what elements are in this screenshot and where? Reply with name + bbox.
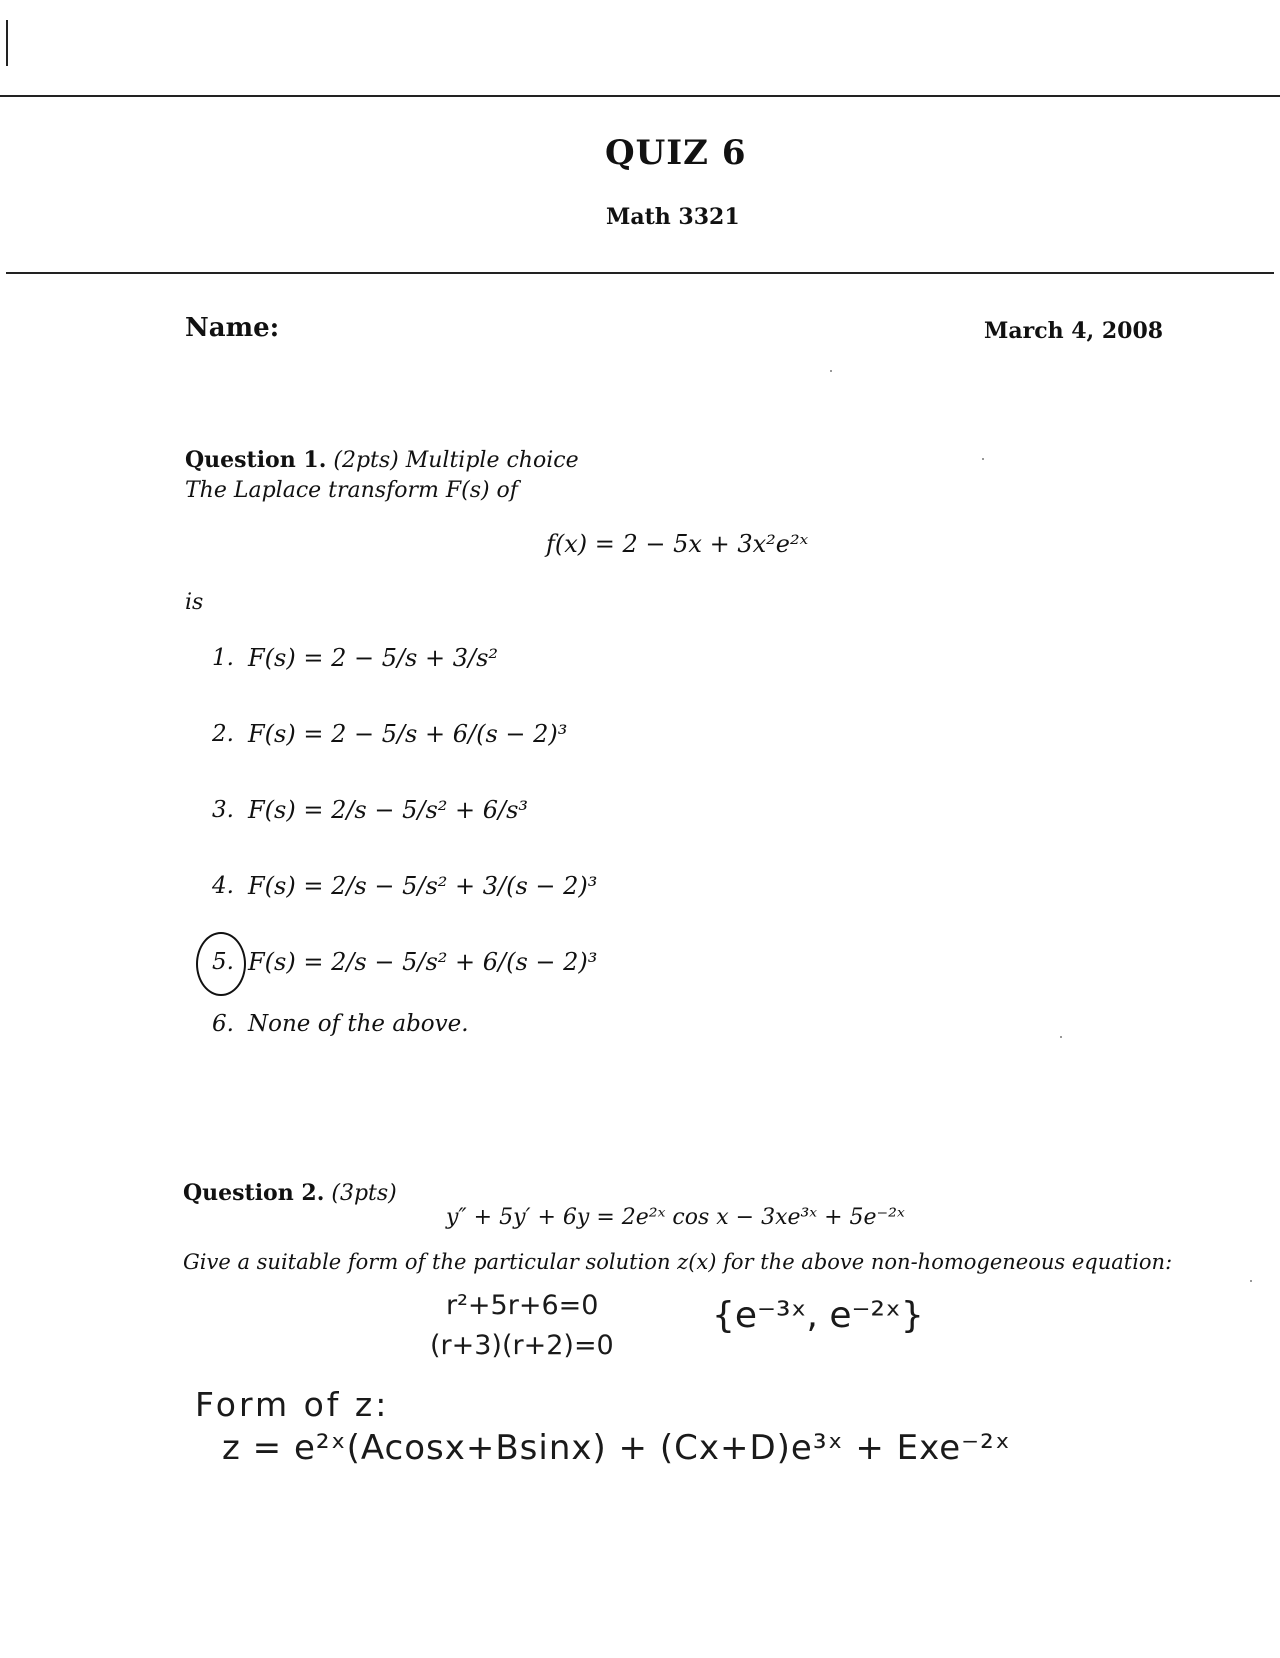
question-1-prompt: The Laplace transform F(s) of — [185, 478, 518, 503]
option-3-text: F(s) = 2/s − 5/s² + 6/s³ — [248, 796, 529, 824]
question-1-heading: Question 1. — [185, 447, 327, 473]
scan-speck — [1060, 1036, 1062, 1038]
option-5 — [212, 932, 597, 992]
option-3 — [212, 780, 528, 840]
option-4-text: F(s) = 2/s − 5/s² + 3/(s − 2)³ — [248, 872, 598, 900]
quiz-date: March 4, 2008 — [984, 318, 1164, 344]
header-rule — [6, 272, 1274, 274]
option-6-number: 6. — [212, 1011, 234, 1037]
name-label: Name: — [185, 313, 280, 343]
option-3-number: 3. — [212, 797, 234, 823]
question-2-points: (3pts) — [331, 1181, 397, 1206]
scan-speck — [982, 458, 984, 460]
option-1-text: F(s) = 2 − 5/s + 3/s² — [248, 644, 499, 672]
handwritten-factored: (r+3)(r+2)=0 — [430, 1330, 614, 1361]
question-2-header — [183, 1180, 397, 1206]
question-2-equation: y″ + 5y′ + 6y = 2e²ˣ cos x − 3xe³ˣ + 5e⁻²ˣ — [446, 1205, 905, 1230]
scan-speck — [1250, 1280, 1252, 1282]
handwritten-basis: {e⁻³ˣ, e⁻²ˣ} — [712, 1295, 924, 1336]
scan-edge-line — [6, 20, 8, 66]
question-1-equation — [546, 530, 808, 558]
option-5-number: 5. — [212, 949, 234, 975]
option-1-number: 1. — [212, 645, 234, 671]
handwritten-form-label: Form of z: — [195, 1385, 390, 1424]
course-name: Math 3321 — [606, 204, 740, 230]
question-2-prompt: Give a suitable form of the particular solution z(x) for the above non-homogeneous equation: — [183, 1250, 1173, 1274]
option-6-text: None of the above. — [248, 1011, 469, 1037]
option-2-text: F(s) = 2 − 5/s + 6/(s − 2)³ — [248, 720, 568, 748]
option-6 — [212, 1008, 469, 1040]
option-4-number: 4. — [212, 873, 234, 899]
option-2-number: 2. — [212, 721, 234, 747]
page-title: QUIZ 6 — [605, 133, 747, 173]
answer-circle — [196, 932, 246, 996]
handwritten-char-eq: r²+5r+6=0 — [446, 1290, 599, 1321]
option-5-text: F(s) = 2/s − 5/s² + 6/(s − 2)³ — [248, 948, 598, 976]
option-1 — [212, 628, 498, 688]
handwritten-answer: z = e²ˣ(Acosx+Bsinx) + (Cx+D)e³ˣ + Exe⁻²ˣ — [222, 1428, 1011, 1468]
question-1-points: (2pts) Multiple choice — [333, 448, 579, 473]
question-2-heading: Question 2. — [183, 1180, 325, 1206]
question-1-equation-text: f(x) = 2 − 5x + 3x²e²ˣ — [546, 530, 809, 558]
scan-speck — [830, 370, 832, 372]
question-1-header — [185, 447, 579, 473]
top-rule — [0, 95, 1280, 97]
option-4 — [212, 856, 597, 916]
question-1-is: is — [185, 590, 204, 615]
option-2 — [212, 704, 567, 764]
